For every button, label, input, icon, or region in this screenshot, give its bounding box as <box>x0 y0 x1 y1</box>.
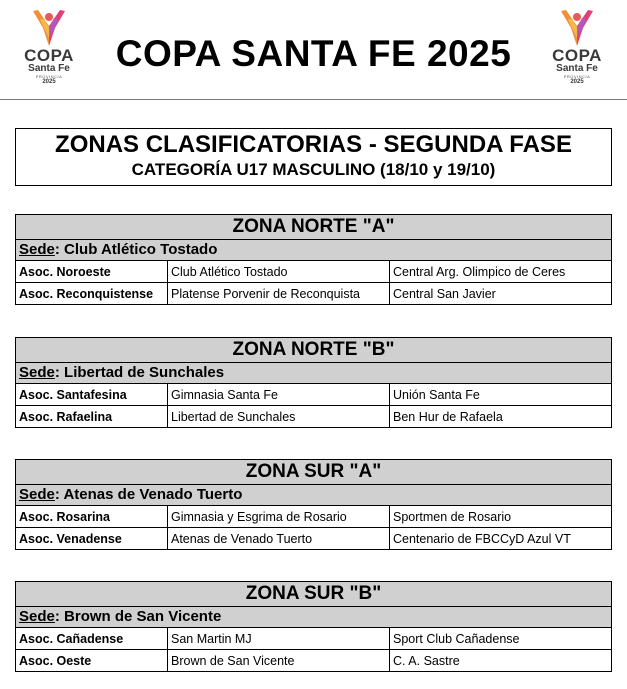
logo-year: 2025 <box>570 79 584 85</box>
club-cell: Libertad de Sunchales <box>168 406 390 428</box>
category-subtitle: CATEGORÍA U17 MASCULINO (18/10 y 19/10) <box>131 160 496 179</box>
sede-venue: Libertad de Sunchales <box>64 364 225 381</box>
section-title-box <box>15 128 612 186</box>
asoc-cell: Asoc. Rafaelina <box>16 406 168 428</box>
sede-row: Sede: Atenas de Venado Tuerto <box>16 485 612 506</box>
zone-norte-a <box>15 214 611 305</box>
sede-venue: Atenas de Venado Tuerto <box>63 486 243 503</box>
club-cell: Brown de San Vicente <box>168 650 390 672</box>
club-cell: Sportmen de Rosario <box>390 506 612 528</box>
asoc-cell: Asoc. Cañadense <box>16 628 168 650</box>
sede-row: Sede: Libertad de Sunchales <box>16 363 612 384</box>
page-title: COPA SANTA FE 2025 <box>115 33 512 74</box>
table-row <box>16 384 612 406</box>
section-title: ZONAS CLASIFICATORIAS - SEGUNDA FASE <box>55 131 572 158</box>
page-header <box>0 0 627 100</box>
club-cell: Gimnasia Santa Fe <box>168 384 390 406</box>
club-cell: Unión Santa Fe <box>390 384 612 406</box>
zone-norte-b <box>15 337 611 428</box>
sede-venue: Brown de San Vicente <box>64 608 222 625</box>
zone-table <box>15 337 612 428</box>
zone-table <box>15 581 612 672</box>
zone-table <box>15 459 612 550</box>
club-cell: C. A. Sastre <box>390 650 612 672</box>
sede-label: Sede <box>19 486 55 503</box>
logo-year: 2025 <box>42 79 56 85</box>
club-cell: Gimnasia y Esgrima de Rosario <box>168 506 390 528</box>
club-cell: Platense Porvenir de Reconquista <box>168 283 390 305</box>
trophy-figure-icon <box>550 8 604 48</box>
zone-sur-a <box>15 459 611 550</box>
zone-title: ZONA NORTE "B" <box>16 338 612 363</box>
sede-venue: Club Atlético Tostado <box>64 241 218 258</box>
logo-province: PROVINCIA <box>35 74 63 79</box>
sede-row: Sede: Brown de San Vicente <box>16 607 612 628</box>
club-cell: Central San Javier <box>390 283 612 305</box>
table-row <box>16 283 612 305</box>
header-divider <box>0 99 627 100</box>
club-cell: Central Arg. Olimpico de Ceres <box>390 261 612 283</box>
sede-label: Sede <box>19 608 55 625</box>
asoc-cell: Asoc. Santafesina <box>16 384 168 406</box>
club-cell: San Martin MJ <box>168 628 390 650</box>
sede-label: Sede <box>19 364 55 381</box>
club-cell: Club Atlético Tostado <box>168 261 390 283</box>
table-row <box>16 528 612 550</box>
asoc-cell: Asoc. Noroeste <box>16 261 168 283</box>
club-cell: Atenas de Venado Tuerto <box>168 528 390 550</box>
asoc-cell: Asoc. Rosarina <box>16 506 168 528</box>
table-row <box>16 628 612 650</box>
asoc-cell: Asoc. Venadense <box>16 528 168 550</box>
zone-title: ZONA SUR "B" <box>16 582 612 607</box>
zone-title: ZONA NORTE "A" <box>16 215 612 240</box>
logo-province: PROVINCIA <box>563 74 591 79</box>
sede-label: Sede <box>19 241 55 258</box>
zone-title: ZONA SUR "A" <box>16 460 612 485</box>
table-row <box>16 506 612 528</box>
table-row <box>16 261 612 283</box>
asoc-cell: Asoc. Oeste <box>16 650 168 672</box>
logo-word: COPA <box>24 46 74 65</box>
logo-word: COPA <box>552 46 602 65</box>
logo-place: Santa Fe <box>556 63 598 74</box>
zone-sur-b <box>15 581 611 672</box>
sede-row: Sede: Club Atlético Tostado <box>16 240 612 261</box>
copa-santa-fe-logo-right <box>542 8 612 98</box>
logo-place: Santa Fe <box>28 63 70 74</box>
table-row <box>16 650 612 672</box>
zone-table <box>15 214 612 305</box>
club-cell: Ben Hur de Rafaela <box>390 406 612 428</box>
asoc-cell: Asoc. Reconquistense <box>16 283 168 305</box>
club-cell: Centenario de FBCCyD Azul VT <box>390 528 612 550</box>
club-cell: Sport Club Cañadense <box>390 628 612 650</box>
table-row <box>16 406 612 428</box>
